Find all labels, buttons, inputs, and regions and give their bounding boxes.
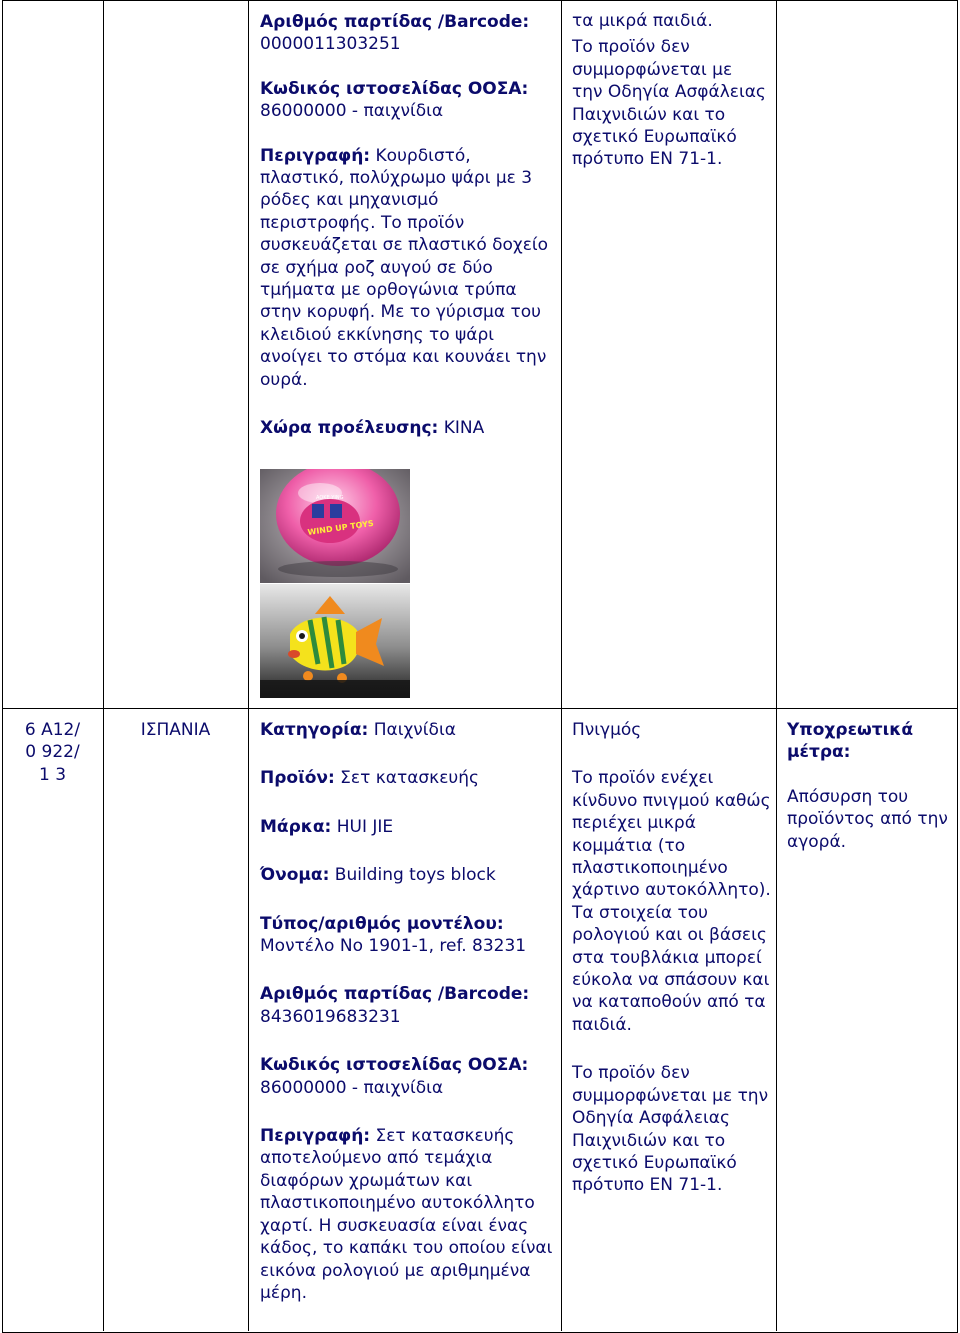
measures-value: Απόσυρση του προϊόντος από την αγορά. [787,786,948,852]
product-photo-fish [260,584,410,698]
category-value: Παιχνίδια [373,720,456,740]
product-label: Προϊόν: [260,768,335,789]
product-value: Σετ κατασκευής [340,768,479,789]
brand-logo-text: AOKE YING [316,495,344,501]
oosa-label: Κωδικός ιστοσελίδας ΟΟΣΑ: [260,78,529,99]
notification-number: 6 A12/0 922/1 3 [24,720,81,785]
name-value: Building toys block [334,865,496,886]
measures-label: Υποχρεωτικά μέτρα: [787,720,914,763]
oosa-label: Κωδικός ιστοσελίδας ΟΟΣΑ: [260,1055,529,1076]
risk-note: Το προϊόν δεν συμμορφώνεται με την Οδηγία Ασφάλειας Παιχνιδιών και το σχετικό Ευρωπαϊκό πρότυπο EN 71-1. [572,37,766,170]
product-photo-egg [260,469,410,583]
barcode-label: Αριθμός παρτίδας /Barcode: [260,12,530,32]
row6-product-cell [260,719,556,1330]
brand-label: Μάρκα: [260,816,332,837]
brand-value: HUI JIE [336,816,394,837]
name-label: Όνομα: [260,865,330,886]
row6-id [3,719,102,786]
barcode-label: Αριθμός παρτίδας /Barcode: [260,984,530,1005]
row6-risk-cell [572,719,772,1197]
risk-description: Το προϊόν ενέχει κίνδυνο πνιγμού καθώς περιέχει μικρά κομμάτια (το πλαστικοποιημένο χάρτινο αυτοκόλλητο). Τα στοιχεία του ρολογιού και οι βάσεις στα τουβλάκια μπορεί εύκολα να σπάσουν και να καταποθούν από τα παιδιά. [572,768,771,1035]
description-label: Περιγραφή: [260,1126,371,1147]
risk-continued: τα μικρά παιδιά. [572,11,713,31]
oosa-value: 86000000 - παιχνίδια [260,101,444,122]
row6-measures-cell [787,719,949,853]
row5-risk-cell [572,11,768,171]
column-divider [248,0,249,1331]
wind-up-toys-text: WIND UP TOYS [307,518,375,537]
origin-value: ΚΙΝΑ [443,418,485,439]
risk-type: Πνιγμός [572,720,642,740]
model-label: Τύπος/αριθμός μοντέλου: [260,913,504,934]
column-divider [561,0,562,1331]
barcode-value: 8436019683231 [260,1006,401,1027]
description-label: Περιγραφή: [260,145,371,166]
description-value: Κουρδιστό, πλαστικό, πολύχρωμο ψάρι με 3 ρόδες και μηχανισμό περιστροφής. Το προϊόν συσκευάζεται σε πλαστικό δοχείο σε σχήμα ροζ αυγού σε δύο τμήματα με ορθογώνια τρύπα στην κορυφή. Με το γύρισμα του κλειδιού εκκίνησης το ψάρι ανοίγει το στόμα και κουνάει την ουρά. [260,145,549,390]
row6-country [104,719,247,741]
column-divider [776,0,777,1331]
barcode-value: 0000011303251 [260,34,401,55]
row-divider [2,708,957,709]
row5-product-cell [260,11,556,462]
country-value: ΙΣΠΑΝΙΑ [140,720,211,740]
model-value: Μοντέλο Νο 1901-1, ref. 83231 [260,936,527,957]
oosa-value: 86000000 - παιχνίδια [260,1077,444,1098]
description-value: Σετ κατασκευής αποτελούμενο από τεμάχια διαφόρων χρωμάτων και πλαστικοποιημένο αυτοκόλλητο χαρτί. Η συσκευασία είναι ένας κάδος, το καπάκι του οποίου είναι εικόνα ρολογιού με αριθμημένα μέρη. [260,1126,553,1303]
origin-label: Χώρα προέλευσης: [260,418,439,439]
risk-note: Το προϊόν δεν συμμορφώνεται με την Οδηγία Ασφάλειας Παιχνιδιών και το σχετικό Ευρωπαϊκό πρότυπο EN 71-1. [572,1063,769,1196]
category-label: Κατηγορία: [260,720,369,740]
column-divider [103,0,104,1331]
